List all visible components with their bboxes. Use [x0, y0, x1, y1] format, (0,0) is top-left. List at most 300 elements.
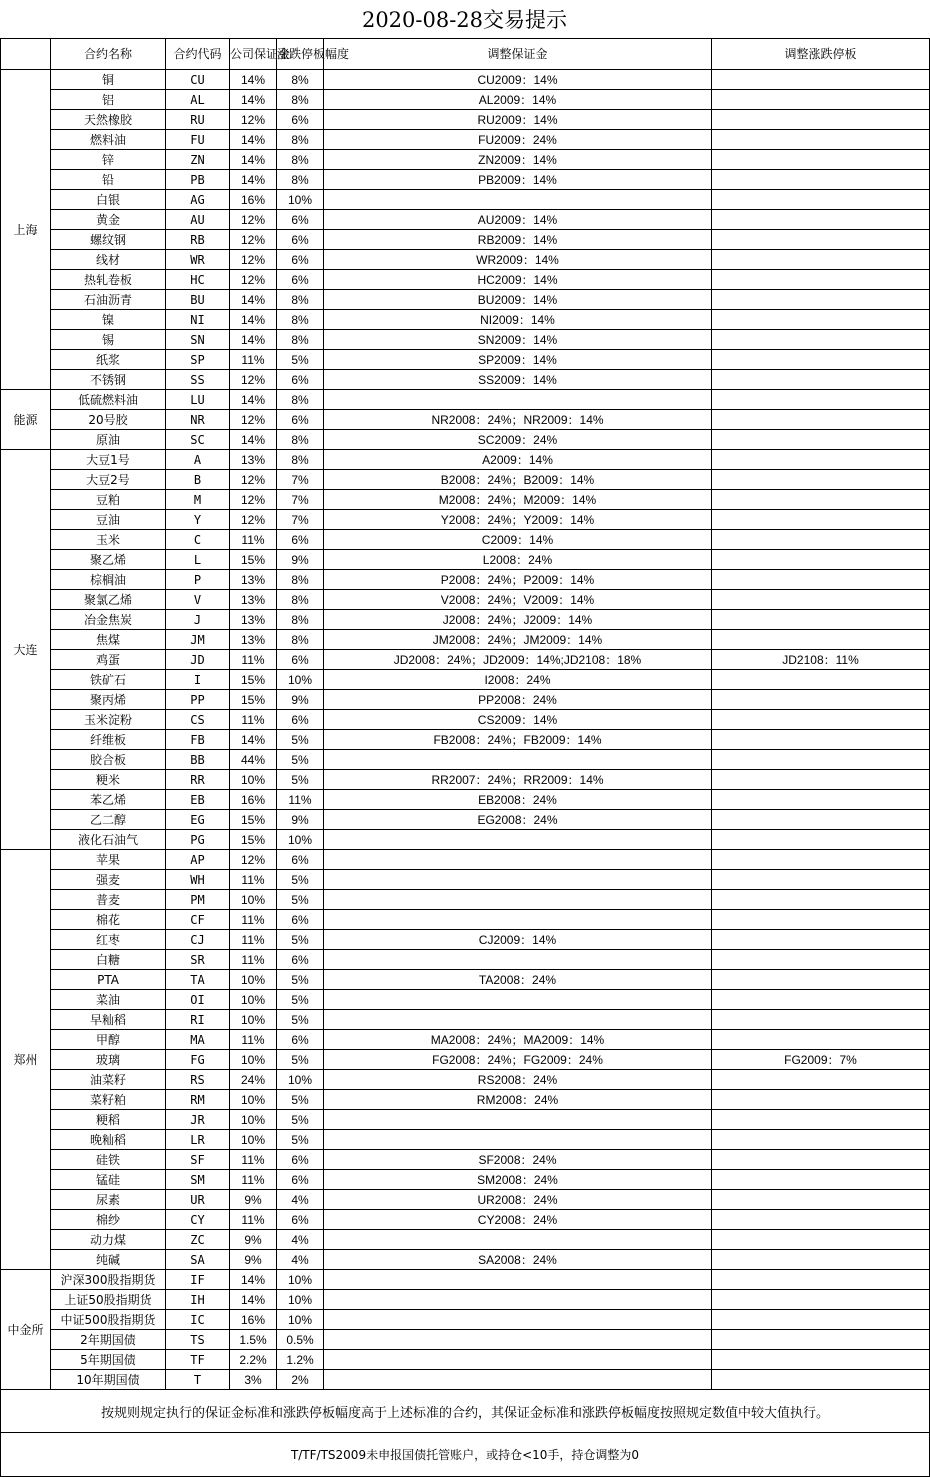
company-margin: 16%: [230, 190, 277, 210]
company-margin: 10%: [230, 970, 277, 990]
company-margin: 11%: [230, 950, 277, 970]
contract-name: 动力煤: [51, 1230, 166, 1250]
price-limit: 6%: [277, 270, 324, 290]
company-margin: 14%: [230, 290, 277, 310]
contract-code: IH: [166, 1290, 230, 1310]
table-row: [1, 1350, 930, 1370]
company-margin: 14%: [230, 310, 277, 330]
price-limit: 6%: [277, 850, 324, 870]
adjusted-margin: SM2008：24%: [324, 1170, 712, 1190]
adjusted-margin: C2009：14%: [324, 530, 712, 550]
contract-code: SR: [166, 950, 230, 970]
company-margin: 44%: [230, 750, 277, 770]
table-row: [1, 1050, 930, 1070]
contract-name: 不锈钢: [51, 370, 166, 390]
contract-name: 豆油: [51, 510, 166, 530]
contract-name: 线材: [51, 250, 166, 270]
company-margin: 13%: [230, 630, 277, 650]
contract-code: PP: [166, 690, 230, 710]
contract-name: 乙二醇: [51, 810, 166, 830]
price-limit: 4%: [277, 1190, 324, 1210]
contract-name: 粳稻: [51, 1110, 166, 1130]
company-margin: 12%: [230, 510, 277, 530]
table-row: [1, 110, 930, 130]
adjusted-limit: [712, 710, 930, 730]
adjusted-limit: [712, 450, 930, 470]
contract-name: 中证500股指期货: [51, 1310, 166, 1330]
price-limit: 9%: [277, 810, 324, 830]
adjusted-limit: [712, 1070, 930, 1090]
table-row: [1, 650, 930, 670]
contract-name: 锡: [51, 330, 166, 350]
adjusted-margin: [324, 1110, 712, 1130]
contract-name: 2年期国债: [51, 1330, 166, 1350]
table-row: [1, 190, 930, 210]
table-row: [1, 310, 930, 330]
price-limit: 6%: [277, 910, 324, 930]
price-limit: 5%: [277, 730, 324, 750]
price-limit: 5%: [277, 890, 324, 910]
header-price-limit: 涨跌停板幅度: [277, 39, 324, 70]
contract-code: EB: [166, 790, 230, 810]
company-margin: 16%: [230, 790, 277, 810]
price-limit: 6%: [277, 710, 324, 730]
company-margin: 14%: [230, 430, 277, 450]
price-limit: 8%: [277, 290, 324, 310]
adjusted-margin: JM2008：24%；JM2009：14%: [324, 630, 712, 650]
table-row: [1, 450, 930, 470]
contract-code: PB: [166, 170, 230, 190]
contract-name: 甲醇: [51, 1030, 166, 1050]
price-limit: 7%: [277, 470, 324, 490]
adjusted-limit: [712, 390, 930, 410]
contract-name: 胶合板: [51, 750, 166, 770]
exchange-label: 大连: [1, 450, 51, 850]
contract-name: 沪深300股指期货: [51, 1270, 166, 1290]
adjusted-limit: [712, 1170, 930, 1190]
table-row: [1, 550, 930, 570]
contract-code: OI: [166, 990, 230, 1010]
contract-name: 纤维板: [51, 730, 166, 750]
contract-code: B: [166, 470, 230, 490]
table-row: [1, 230, 930, 250]
adjusted-margin: Y2008：24%；Y2009：14%: [324, 510, 712, 530]
adjusted-margin: EB2008：24%: [324, 790, 712, 810]
table-row: [1, 950, 930, 970]
table-row: [1, 590, 930, 610]
adjusted-limit: [712, 990, 930, 1010]
page-title: 2020-08-28交易提示: [361, 8, 568, 32]
contract-name: 晚籼稻: [51, 1130, 166, 1150]
header-adjusted-limit: 调整涨跌停板: [712, 39, 930, 70]
contract-code: CU: [166, 70, 230, 90]
contract-name: 菜籽粕: [51, 1090, 166, 1110]
adjusted-margin: [324, 190, 712, 210]
price-limit: 6%: [277, 1150, 324, 1170]
company-margin: 10%: [230, 990, 277, 1010]
adjusted-margin: [324, 870, 712, 890]
contract-code: RM: [166, 1090, 230, 1110]
adjusted-margin: PP2008：24%: [324, 690, 712, 710]
adjusted-limit: [712, 190, 930, 210]
contract-code: RR: [166, 770, 230, 790]
adjusted-limit: [712, 370, 930, 390]
table-row: [1, 1090, 930, 1110]
adjusted-margin: RB2009：14%: [324, 230, 712, 250]
contract-code: J: [166, 610, 230, 630]
adjusted-limit: [712, 1370, 930, 1390]
adjusted-margin: V2008：24%；V2009：14%: [324, 590, 712, 610]
contract-name: 铝: [51, 90, 166, 110]
contract-name: 镍: [51, 310, 166, 330]
price-limit: 5%: [277, 970, 324, 990]
company-margin: 2.2%: [230, 1350, 277, 1370]
company-margin: 11%: [230, 910, 277, 930]
price-limit: 8%: [277, 570, 324, 590]
contract-code: FB: [166, 730, 230, 750]
price-limit: 6%: [277, 110, 324, 130]
adjusted-margin: NR2008：24%；NR2009：14%: [324, 410, 712, 430]
contract-name: 菜油: [51, 990, 166, 1010]
contract-name: 苹果: [51, 850, 166, 870]
contract-code: AG: [166, 190, 230, 210]
contract-name: 白银: [51, 190, 166, 210]
trading-table: [0, 38, 930, 1477]
contract-code: L: [166, 550, 230, 570]
contract-code: AU: [166, 210, 230, 230]
adjusted-margin: RM2008：24%: [324, 1090, 712, 1110]
note-text-1: 按规则规定执行的保证金标准和涨跌停板幅度高于上述标准的合约，其保证金标准和涨跌停板幅度按照规定数值中较大值执行。: [1, 1390, 930, 1433]
contract-code: I: [166, 670, 230, 690]
adjusted-margin: EG2008：24%: [324, 810, 712, 830]
company-margin: 12%: [230, 470, 277, 490]
price-limit: 8%: [277, 150, 324, 170]
price-limit: 10%: [277, 670, 324, 690]
adjusted-limit: [712, 670, 930, 690]
adjusted-margin: JD2008：24%；JD2009：14%;JD2108：18%: [324, 650, 712, 670]
company-margin: 14%: [230, 730, 277, 750]
adjusted-limit: [712, 150, 930, 170]
price-limit: 6%: [277, 1210, 324, 1230]
contract-name: 铜: [51, 70, 166, 90]
price-limit: 6%: [277, 950, 324, 970]
table-row: [1, 1310, 930, 1330]
price-limit: 5%: [277, 1090, 324, 1110]
company-margin: 11%: [230, 710, 277, 730]
company-margin: 11%: [230, 350, 277, 370]
contract-code: TF: [166, 1350, 230, 1370]
price-limit: 5%: [277, 870, 324, 890]
contract-name: 大豆1号: [51, 450, 166, 470]
contract-name: 早籼稻: [51, 1010, 166, 1030]
contract-code: JM: [166, 630, 230, 650]
adjusted-limit: [712, 130, 930, 150]
adjusted-limit: [712, 830, 930, 850]
contract-name: 石油沥青: [51, 290, 166, 310]
price-limit: 8%: [277, 390, 324, 410]
table-row: [1, 830, 930, 850]
adjusted-margin: [324, 750, 712, 770]
price-limit: 6%: [277, 410, 324, 430]
adjusted-margin: RR2007：24%；RR2009：14%: [324, 770, 712, 790]
company-margin: 14%: [230, 90, 277, 110]
table-row: [1, 1010, 930, 1030]
company-margin: 12%: [230, 850, 277, 870]
company-margin: 14%: [230, 170, 277, 190]
price-limit: 6%: [277, 210, 324, 230]
adjusted-margin: AL2009：14%: [324, 90, 712, 110]
adjusted-limit: [712, 1270, 930, 1290]
contract-code: IF: [166, 1270, 230, 1290]
company-margin: 16%: [230, 1310, 277, 1330]
price-limit: 8%: [277, 610, 324, 630]
contract-code: CJ: [166, 930, 230, 950]
exchange-label: 能源: [1, 390, 51, 450]
contract-code: Y: [166, 510, 230, 530]
adjusted-margin: BU2009：14%: [324, 290, 712, 310]
contract-name: 聚氯乙烯: [51, 590, 166, 610]
adjusted-margin: MA2008：24%；MA2009：14%: [324, 1030, 712, 1050]
table-body: [1, 70, 930, 1390]
adjusted-margin: HC2009：14%: [324, 270, 712, 290]
price-limit: 10%: [277, 190, 324, 210]
adjusted-margin: RU2009：14%: [324, 110, 712, 130]
contract-code: T: [166, 1370, 230, 1390]
contract-code: NI: [166, 310, 230, 330]
adjusted-margin: [324, 1270, 712, 1290]
contract-code: A: [166, 450, 230, 470]
price-limit: 10%: [277, 1070, 324, 1090]
table-row: [1, 1030, 930, 1050]
contract-code: AP: [166, 850, 230, 870]
adjusted-margin: [324, 830, 712, 850]
contract-code: WR: [166, 250, 230, 270]
contract-code: BB: [166, 750, 230, 770]
contract-code: WH: [166, 870, 230, 890]
adjusted-margin: WR2009：14%: [324, 250, 712, 270]
company-margin: 10%: [230, 1050, 277, 1070]
adjusted-limit: [712, 350, 930, 370]
table-row: [1, 930, 930, 950]
table-row: [1, 890, 930, 910]
contract-code: RI: [166, 1010, 230, 1030]
adjusted-limit: [712, 590, 930, 610]
adjusted-limit: [712, 690, 930, 710]
contract-name: PTA: [51, 970, 166, 990]
contract-name: 豆粕: [51, 490, 166, 510]
contract-name: 螺纹钢: [51, 230, 166, 250]
price-limit: 10%: [277, 1310, 324, 1330]
adjusted-limit: [712, 110, 930, 130]
adjusted-limit: [712, 1150, 930, 1170]
contract-name: 棉纱: [51, 1210, 166, 1230]
adjusted-limit: [712, 550, 930, 570]
table-row: [1, 1190, 930, 1210]
price-limit: 6%: [277, 650, 324, 670]
adjusted-margin: P2008：24%；P2009：14%: [324, 570, 712, 590]
company-margin: 14%: [230, 330, 277, 350]
table-row: [1, 470, 930, 490]
contract-name: 玉米: [51, 530, 166, 550]
price-limit: 8%: [277, 430, 324, 450]
price-limit: 10%: [277, 1270, 324, 1290]
contract-code: ZN: [166, 150, 230, 170]
adjusted-margin: PB2009：14%: [324, 170, 712, 190]
price-limit: 6%: [277, 1170, 324, 1190]
price-limit: 8%: [277, 310, 324, 330]
adjusted-limit: [712, 430, 930, 450]
price-limit: 7%: [277, 490, 324, 510]
adjusted-limit: [712, 90, 930, 110]
adjusted-margin: UR2008：24%: [324, 1190, 712, 1210]
table-row: [1, 330, 930, 350]
adjusted-limit: [712, 970, 930, 990]
contract-name: 天然橡胶: [51, 110, 166, 130]
contract-name: 上证50股指期货: [51, 1290, 166, 1310]
company-margin: 9%: [230, 1230, 277, 1250]
adjusted-margin: B2008：24%；B2009：14%: [324, 470, 712, 490]
adjusted-limit: [712, 310, 930, 330]
contract-name: 大豆2号: [51, 470, 166, 490]
company-margin: 13%: [230, 570, 277, 590]
table-row: [1, 750, 930, 770]
contract-code: EG: [166, 810, 230, 830]
adjusted-limit: [712, 810, 930, 830]
adjusted-limit: [712, 170, 930, 190]
table-row: [1, 1150, 930, 1170]
table-row: [1, 1110, 930, 1130]
adjusted-limit: [712, 890, 930, 910]
company-margin: 12%: [230, 490, 277, 510]
contract-name: 玻璃: [51, 1050, 166, 1070]
adjusted-limit: [712, 330, 930, 350]
header-adjusted-margin: 调整保证金: [324, 39, 712, 70]
table-row: [1, 630, 930, 650]
company-margin: 11%: [230, 930, 277, 950]
price-limit: 9%: [277, 690, 324, 710]
adjusted-margin: [324, 1370, 712, 1390]
contract-code: PM: [166, 890, 230, 910]
adjusted-margin: SP2009：14%: [324, 350, 712, 370]
header-company-margin: 公司保证金: [230, 39, 277, 70]
table-row: [1, 1250, 930, 1270]
company-margin: 10%: [230, 890, 277, 910]
adjusted-margin: FG2008：24%；FG2009：24%: [324, 1050, 712, 1070]
contract-code: CF: [166, 910, 230, 930]
note-row-2: [1, 1433, 930, 1477]
adjusted-margin: SA2008：24%: [324, 1250, 712, 1270]
contract-name: 鸡蛋: [51, 650, 166, 670]
note-row-1: [1, 1390, 930, 1433]
adjusted-margin: CU2009：14%: [324, 70, 712, 90]
table-row: [1, 430, 930, 450]
price-limit: 6%: [277, 370, 324, 390]
contract-code: JD: [166, 650, 230, 670]
contract-name: 低硫燃料油: [51, 390, 166, 410]
adjusted-limit: [712, 1250, 930, 1270]
contract-code: SA: [166, 1250, 230, 1270]
adjusted-margin: [324, 1130, 712, 1150]
company-margin: 13%: [230, 590, 277, 610]
adjusted-limit: [712, 470, 930, 490]
company-margin: 10%: [230, 1110, 277, 1130]
contract-code: MA: [166, 1030, 230, 1050]
contract-name: 聚乙烯: [51, 550, 166, 570]
contract-code: LR: [166, 1130, 230, 1150]
price-limit: 1.2%: [277, 1350, 324, 1370]
company-margin: 10%: [230, 1010, 277, 1030]
adjusted-limit: [712, 570, 930, 590]
adjusted-margin: NI2009：14%: [324, 310, 712, 330]
adjusted-limit: [712, 950, 930, 970]
adjusted-limit: [712, 1310, 930, 1330]
adjusted-margin: [324, 1330, 712, 1350]
contract-name: 尿素: [51, 1190, 166, 1210]
adjusted-margin: [324, 1290, 712, 1310]
table-row: [1, 1230, 930, 1250]
table-row: [1, 410, 930, 430]
contract-name: 纯碱: [51, 1250, 166, 1270]
price-limit: 8%: [277, 630, 324, 650]
table-row: [1, 990, 930, 1010]
table-row: [1, 270, 930, 290]
company-margin: 12%: [230, 270, 277, 290]
contract-name: 黄金: [51, 210, 166, 230]
contract-code: BU: [166, 290, 230, 310]
adjusted-limit: [712, 270, 930, 290]
adjusted-limit: [712, 1130, 930, 1150]
table-row: [1, 870, 930, 890]
price-limit: 10%: [277, 830, 324, 850]
price-limit: 5%: [277, 350, 324, 370]
adjusted-limit: [712, 850, 930, 870]
contract-name: 苯乙烯: [51, 790, 166, 810]
company-margin: 11%: [230, 1030, 277, 1050]
adjusted-limit: [712, 1210, 930, 1230]
table-row: [1, 350, 930, 370]
company-margin: 12%: [230, 410, 277, 430]
adjusted-limit: [712, 250, 930, 270]
price-limit: 8%: [277, 70, 324, 90]
adjusted-limit: [712, 1290, 930, 1310]
price-limit: 6%: [277, 530, 324, 550]
contract-code: NR: [166, 410, 230, 430]
contract-name: 10年期国债: [51, 1370, 166, 1390]
contract-code: RU: [166, 110, 230, 130]
contract-name: 焦煤: [51, 630, 166, 650]
company-margin: 12%: [230, 370, 277, 390]
adjusted-margin: SF2008：24%: [324, 1150, 712, 1170]
adjusted-margin: FU2009：24%: [324, 130, 712, 150]
contract-code: TA: [166, 970, 230, 990]
table-row: [1, 910, 930, 930]
contract-name: 普麦: [51, 890, 166, 910]
company-margin: 10%: [230, 1090, 277, 1110]
header-contract-name: 合约名称: [51, 39, 166, 70]
table-row: [1, 370, 930, 390]
contract-name: 棕榈油: [51, 570, 166, 590]
contract-name: 棉花: [51, 910, 166, 930]
table-row: [1, 1290, 930, 1310]
contract-code: CS: [166, 710, 230, 730]
exchange-label: 郑州: [1, 850, 51, 1270]
price-limit: 6%: [277, 230, 324, 250]
contract-code: P: [166, 570, 230, 590]
contract-name: 热轧卷板: [51, 270, 166, 290]
table-row: [1, 530, 930, 550]
contract-code: AL: [166, 90, 230, 110]
price-limit: 6%: [277, 1030, 324, 1050]
